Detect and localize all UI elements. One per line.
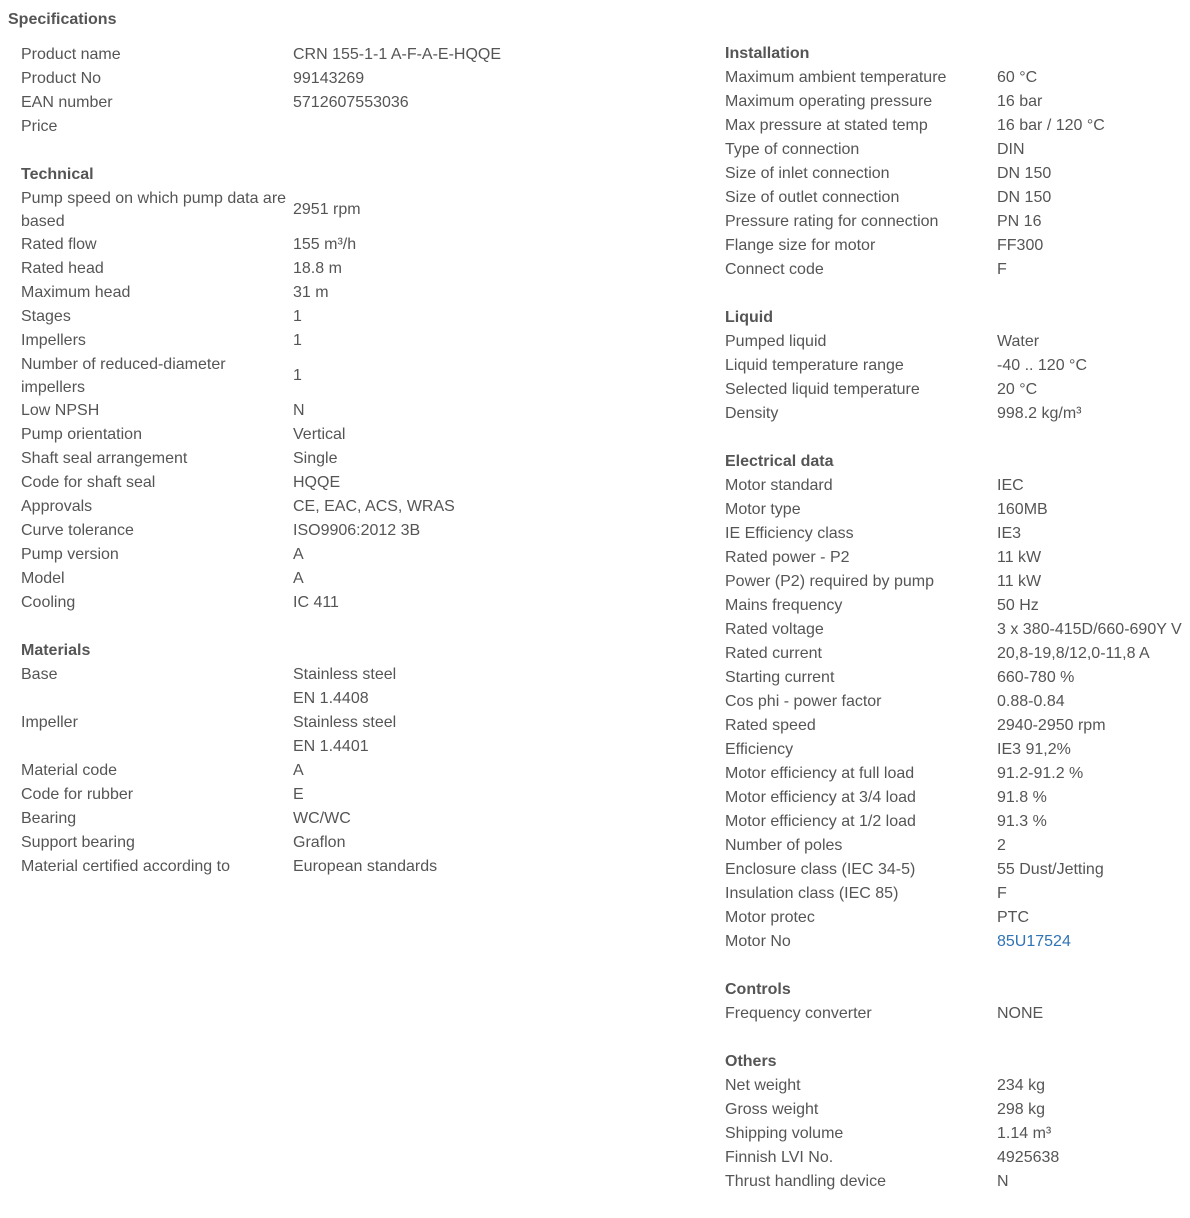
section-title: Others	[725, 1053, 777, 1070]
spec-label: Product name	[21, 46, 121, 63]
spec-label: Thrust handling device	[725, 1173, 886, 1190]
spec-value: 2951 rpm	[293, 201, 361, 218]
spec-label: Max pressure at stated temp	[725, 117, 928, 134]
spec-label: Shipping volume	[725, 1125, 844, 1142]
spec-label	[21, 687, 293, 711]
spec-label: Motor standard	[725, 477, 833, 494]
spec-label: Number of reduced-diameter impellers	[21, 356, 226, 396]
spec-section-installation	[725, 42, 1187, 282]
spec-value: N	[293, 402, 305, 419]
spec-label: Pressure rating for connection	[725, 213, 939, 230]
spec-label: Finnish LVI No.	[725, 1149, 834, 1166]
spec-row	[21, 187, 491, 233]
spec-row	[21, 233, 491, 257]
spec-label: Curve tolerance	[21, 522, 134, 539]
spec-value: 2940-2950 rpm	[997, 717, 1106, 734]
spec-value: PN 16	[997, 213, 1042, 230]
spec-value: EN 1.4401	[293, 738, 369, 755]
section-title: Controls	[725, 981, 791, 998]
spec-section-general	[21, 43, 502, 139]
spec-value: ISO9906:2012 3B	[293, 522, 421, 539]
spec-row	[725, 1170, 1187, 1194]
spec-section-controls	[725, 978, 1187, 1026]
spec-row	[21, 663, 491, 687]
spec-label: EAN number	[21, 94, 113, 111]
spec-label: Impeller	[21, 714, 78, 731]
spec-row	[21, 91, 491, 115]
spec-row	[21, 257, 491, 281]
spec-row	[725, 258, 1187, 282]
spec-value: 298 kg	[997, 1101, 1046, 1118]
spec-value: 155 m³/h	[293, 236, 357, 253]
spec-row	[725, 114, 1187, 138]
spec-label: Motor efficiency at full load	[725, 765, 915, 782]
spec-label: Material code	[21, 762, 118, 779]
spec-label: Price	[21, 118, 58, 135]
spec-row	[21, 43, 502, 67]
spec-value: 2	[997, 837, 1006, 854]
spec-row	[725, 234, 1187, 258]
spec-row	[725, 930, 1187, 954]
spec-value: A	[293, 762, 304, 779]
spec-value: 91.2-91.2 %	[997, 765, 1084, 782]
spec-row	[725, 858, 1187, 882]
spec-label: Efficiency	[725, 741, 794, 758]
section-title: Installation	[725, 45, 810, 62]
spec-label: Rated head	[21, 260, 104, 277]
spec-value: NONE	[997, 1005, 1044, 1022]
spec-label: Number of poles	[725, 837, 843, 854]
spec-row	[21, 399, 491, 423]
spec-value: F	[997, 261, 1007, 278]
spec-row	[725, 618, 1187, 642]
spec-row	[21, 759, 491, 783]
spec-value: CRN 155-1-1 A-F-A-E-HQQE	[293, 46, 502, 63]
spec-value: CE, EAC, ACS, WRAS	[293, 498, 455, 515]
spec-label: Impellers	[21, 332, 86, 349]
spec-row	[725, 1122, 1187, 1146]
spec-value: IE3 91,2%	[997, 741, 1071, 758]
spec-row	[21, 67, 491, 91]
spec-label: Pump version	[21, 546, 119, 563]
spec-value: FF300	[997, 237, 1044, 254]
spec-label: Net weight	[725, 1077, 801, 1094]
spec-label: Starting current	[725, 669, 835, 686]
spec-label: Model	[21, 570, 65, 587]
spec-row	[725, 330, 1187, 354]
spec-row	[725, 90, 1187, 114]
spec-label: Selected liquid temperature	[725, 381, 920, 398]
spec-row	[21, 281, 491, 305]
spec-value: 234 kg	[997, 1077, 1046, 1094]
spec-value: DIN	[997, 141, 1025, 158]
spec-label: Density	[725, 405, 779, 422]
spec-label: Motor efficiency at 1/2 load	[725, 813, 916, 830]
spec-row	[725, 138, 1187, 162]
spec-row	[21, 495, 491, 519]
spec-value: 1	[293, 367, 302, 384]
spec-row	[21, 329, 491, 353]
spec-label: Maximum operating pressure	[725, 93, 933, 110]
spec-row	[725, 378, 1187, 402]
spec-label: IE Efficiency class	[725, 525, 854, 542]
spec-row	[21, 353, 491, 399]
spec-value: 1	[293, 308, 302, 325]
spec-section-liquid	[725, 306, 1187, 426]
spec-value: 16 bar / 120 °C	[997, 117, 1105, 134]
spec-label: Frequency converter	[725, 1005, 872, 1022]
spec-row	[725, 210, 1187, 234]
spec-value: 60 °C	[997, 69, 1038, 86]
section-title: Electrical data	[725, 453, 834, 470]
spec-row	[725, 810, 1187, 834]
spec-label: Power (P2) required by pump	[725, 573, 934, 590]
spec-row	[725, 354, 1187, 378]
spec-value: DN 150	[997, 189, 1052, 206]
spec-value: 5712607553036	[293, 94, 409, 111]
spec-row	[725, 762, 1187, 786]
spec-value: Single	[293, 450, 338, 467]
spec-label: Cooling	[21, 594, 76, 611]
spec-value: 50 Hz	[997, 597, 1039, 614]
spec-row	[21, 807, 491, 831]
spec-label: Product No	[21, 70, 102, 87]
spec-value: 18.8 m	[293, 260, 342, 277]
spec-value: N	[997, 1173, 1009, 1190]
spec-row	[725, 1002, 1187, 1026]
spec-value: 0.88-0.84	[997, 693, 1065, 710]
spec-label: Shaft seal arrangement	[21, 450, 188, 467]
spec-label: Material certified according to	[21, 858, 230, 875]
spec-row	[21, 687, 491, 711]
spec-label: Code for shaft seal	[21, 474, 156, 491]
spec-row	[21, 447, 491, 471]
spec-value: PTC	[997, 909, 1029, 926]
spec-value: European standards	[293, 858, 438, 875]
spec-value: IEC	[997, 477, 1024, 494]
spec-label	[21, 735, 293, 759]
spec-row	[725, 1074, 1187, 1098]
spec-value: IC 411	[293, 594, 339, 611]
spec-row	[725, 594, 1187, 618]
spec-row	[21, 115, 491, 139]
spec-row	[21, 471, 491, 495]
spec-value: 998.2 kg/m³	[997, 405, 1082, 422]
spec-label: Liquid temperature range	[725, 357, 904, 374]
section-title: Liquid	[725, 309, 773, 326]
spec-value: 16 bar	[997, 93, 1043, 110]
spec-row	[725, 1098, 1187, 1122]
spec-label: Rated flow	[21, 236, 97, 253]
spec-row	[725, 786, 1187, 810]
spec-value: 99143269	[293, 70, 365, 87]
spec-value: HQQE	[293, 474, 341, 491]
spec-label: Size of inlet connection	[725, 165, 890, 182]
spec-label: Size of outlet connection	[725, 189, 900, 206]
spec-label: Support bearing	[21, 834, 135, 851]
spec-value: F	[997, 885, 1007, 902]
spec-label: Motor type	[725, 501, 801, 518]
spec-row	[21, 783, 491, 807]
spec-value: A	[293, 570, 304, 587]
right-column	[725, 42, 1187, 1218]
spec-row	[725, 738, 1187, 762]
spec-label: Gross weight	[725, 1101, 819, 1118]
spec-value: E	[293, 786, 304, 803]
spec-row	[725, 498, 1187, 522]
spec-label: Motor No	[725, 933, 791, 950]
spec-label: Maximum head	[21, 284, 131, 301]
spec-row	[725, 690, 1187, 714]
spec-row	[21, 423, 491, 447]
spec-row	[21, 543, 491, 567]
spec-label: Base	[21, 666, 58, 683]
spec-label: Rated voltage	[725, 621, 824, 638]
spec-row	[725, 474, 1187, 498]
spec-value: Stainless steel	[293, 666, 397, 683]
spec-value: 160MB	[997, 501, 1048, 518]
spec-label: Motor protec	[725, 909, 815, 926]
spec-label: Connect code	[725, 261, 824, 278]
spec-label: Mains frequency	[725, 597, 843, 614]
spec-value: 31 m	[293, 284, 329, 301]
spec-value: 91.8 %	[997, 789, 1047, 806]
spec-label: Enclosure class (IEC 34-5)	[725, 861, 916, 878]
spec-label: Maximum ambient temperature	[725, 69, 947, 86]
spec-value: Graflon	[293, 834, 346, 851]
section-title: Technical	[21, 166, 94, 183]
spec-value: -40 .. 120 °C	[997, 357, 1087, 374]
spec-value: 1.14 m³	[997, 1125, 1052, 1142]
spec-label: Pumped liquid	[725, 333, 827, 350]
spec-row	[725, 402, 1187, 426]
spec-row	[21, 711, 491, 735]
spec-row	[725, 162, 1187, 186]
spec-value: Stainless steel	[293, 714, 397, 731]
spec-row	[725, 186, 1187, 210]
spec-label: Low NPSH	[21, 402, 100, 419]
spec-label: Insulation class (IEC 85)	[725, 885, 899, 902]
spec-row	[21, 567, 491, 591]
spec-label: Stages	[21, 308, 71, 325]
spec-label: Type of connection	[725, 141, 860, 158]
spec-label: Pump speed on which pump data are based	[21, 190, 287, 230]
spec-section-electrical-data	[725, 450, 1187, 954]
section-title: Materials	[21, 642, 91, 659]
spec-row	[21, 591, 491, 615]
page-title: Specifications	[8, 11, 117, 28]
spec-row	[21, 855, 491, 879]
spec-row	[725, 906, 1187, 930]
spec-label: Approvals	[21, 498, 93, 515]
spec-value: 1	[293, 332, 302, 349]
spec-row	[725, 522, 1187, 546]
spec-row	[725, 66, 1187, 90]
spec-label: Rated power - P2	[725, 549, 850, 566]
left-column	[21, 43, 502, 903]
spec-label: Flange size for motor	[725, 237, 876, 254]
spec-label: Code for rubber	[21, 786, 134, 803]
spec-value: 91.3 %	[997, 813, 1047, 830]
spec-value: EN 1.4408	[293, 690, 369, 707]
spec-row	[725, 714, 1187, 738]
motor-no-link[interactable]: 85U17524	[997, 933, 1071, 950]
spec-label: Rated speed	[725, 717, 816, 734]
spec-row	[725, 1146, 1187, 1170]
spec-row	[725, 882, 1187, 906]
spec-label: Motor efficiency at 3/4 load	[725, 789, 916, 806]
spec-section-others	[725, 1050, 1187, 1194]
spec-row	[21, 519, 491, 543]
spec-row	[725, 546, 1187, 570]
spec-value: WC/WC	[293, 810, 351, 827]
spec-row	[725, 834, 1187, 858]
spec-value: Water	[997, 333, 1040, 350]
spec-value: 11 kW	[997, 549, 1042, 566]
spec-section-technical	[21, 163, 491, 615]
spec-value: 3 x 380-415D/660-690Y V	[997, 621, 1182, 638]
spec-row	[725, 666, 1187, 690]
spec-value: 20 °C	[997, 381, 1038, 398]
spec-row	[21, 305, 491, 329]
spec-label: Rated current	[725, 645, 822, 662]
spec-label: Pump orientation	[21, 426, 142, 443]
spec-value: 660-780 %	[997, 669, 1075, 686]
spec-label: Cos phi - power factor	[725, 693, 882, 710]
spec-row	[21, 831, 491, 855]
spec-value: 11 kW	[997, 573, 1042, 590]
spec-row	[725, 570, 1187, 594]
spec-row	[725, 642, 1187, 666]
spec-label: Bearing	[21, 810, 77, 827]
spec-value: 55 Dust/Jetting	[997, 861, 1104, 878]
spec-value: IE3	[997, 525, 1022, 542]
spec-value: 4925638	[997, 1149, 1060, 1166]
spec-value: 20,8-19,8/12,0-11,8 A	[997, 645, 1150, 662]
spec-value: A	[293, 546, 304, 563]
spec-value: DN 150	[997, 165, 1052, 182]
spec-section-materials	[21, 639, 491, 879]
spec-row	[21, 735, 491, 759]
spec-value: Vertical	[293, 426, 346, 443]
